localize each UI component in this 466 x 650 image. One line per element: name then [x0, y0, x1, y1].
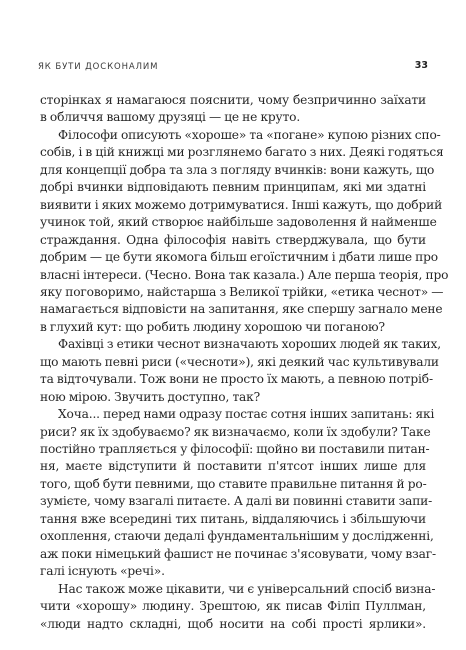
text-line: «люди надто складні, щоб носити на собі прості ярлики». — [40, 616, 426, 631]
text-line: собів, і в цій книжці ми розглянемо багато з них. Деякі годяться — [40, 145, 444, 160]
page-number: 33 — [414, 60, 428, 71]
text-line: ною мірою. Звучить доступно, так? — [40, 389, 261, 404]
text-line: намагається відповісти на запитання, яке спершу загнало мене — [40, 302, 443, 317]
text-line: аж поки німецький фашист не починає з'ясовувати, чому взаг- — [40, 546, 436, 561]
text-line: виявити і яких можемо дотримуватися. Інші кажуть, що добрий — [40, 197, 443, 212]
text-line: Філософи описують «хороше» та «погане» купою різних спо- — [58, 127, 441, 142]
text-line: та відточували. Тож вони не просто їх мають, а певною потріб- — [40, 372, 433, 387]
text-line: Нас також може цікавити, чи є універсальний спосіб визна- — [58, 581, 436, 596]
text-line: що мають певні риси («чесноти»), які деякий час культивували — [40, 354, 439, 369]
text-line: риси? як їх здобуваємо? як визначаємо, коли їх здобули? Таке — [40, 424, 431, 439]
text-line: добрі вчинки відповідають певним принципам, які ми здатні — [40, 180, 426, 195]
text-line: в обличчя вашому друзяці — це не круто. — [40, 110, 301, 125]
text-line: чити «хорошу» людину. Зрештою, як писав Філіп Пуллман, — [40, 599, 426, 614]
text-line: яку поговоримо, найстарша з Великої трійки, «етика чеснот» — — [40, 284, 444, 299]
text-line: в глухий кут: що робить людину хорошою чи поганою? — [40, 319, 385, 334]
text-line: власні інтереси. (Чесно. Вона так казала.) Але перша теорія, про — [40, 267, 449, 282]
text-line: тання вже всередині тих питань, віддаляючись і збільшуючи — [40, 511, 426, 526]
text-line: охоплення, стаючи дедалі фундаментальнішим у дослідженні, — [40, 529, 434, 544]
text-line: Фахівці з етики чеснот визначають хороших людей як таких, — [58, 337, 441, 352]
text-line: галі існують «речі». — [40, 564, 165, 579]
text-line: Хоча... перед нами одразу постає сотня інших запитань: які — [58, 407, 435, 422]
text-line: добрим — це бути якомога більш егоїстичним і дбати лише про — [40, 250, 438, 265]
text-line: учинок той, який створює найбільше задоволення й найменше — [40, 215, 437, 230]
text-line: сторінках я намагаюся пояснити, чому безпричинно заїхати — [40, 93, 426, 107]
text-line: постійно трапляється у філософії: щойно ви поставили питан- — [40, 442, 430, 456]
text-line: ня, маєте відступити й поставити п'ятсот інших лише для — [40, 459, 426, 474]
text-line: зумієте, чому взагалі питаєте. А далі ви повинні ставити запи- — [40, 494, 433, 509]
text-line: того, щоб бути певними, що ставите правильне питання й ро- — [40, 476, 427, 491]
text-line: для концепції добра та зла з погляду вчинків: вони кажуть, що — [40, 162, 435, 177]
text-line: страждання. Одна філософія навіть стверджувала, що бути — [40, 232, 426, 247]
running-header: ЯК БУТИ ДОСКОНАЛИМ — [38, 62, 159, 72]
